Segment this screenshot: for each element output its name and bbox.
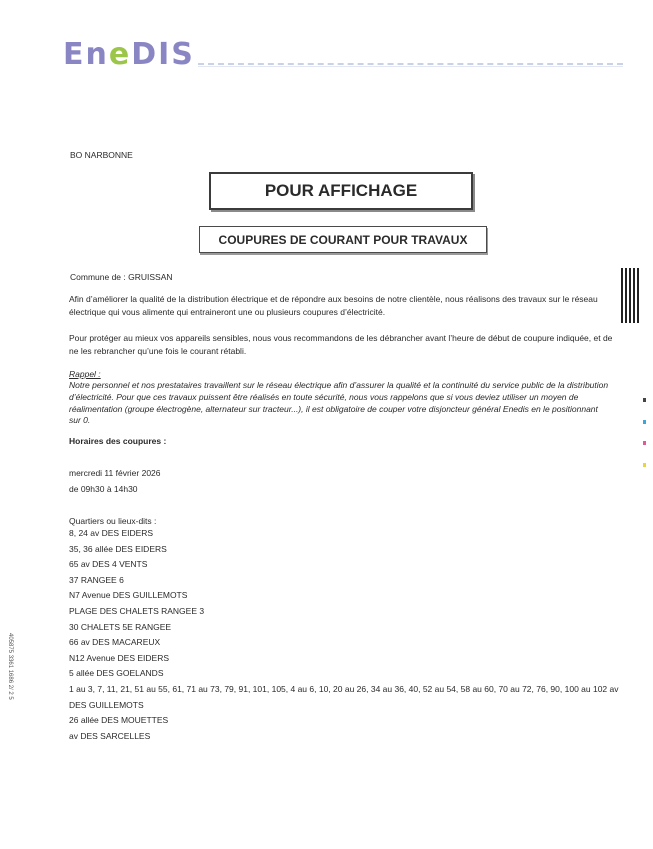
subtitle-text: COUPURES DE COURANT POUR TRAVAUX <box>218 232 468 247</box>
advice-paragraph: Pour protéger au mieux vos appareils sensibles, nous vous recommandons de les débrancher avant l’heure de début de coupure indiquée, et de ne les rebrancher qu’une fois le courant rétabli. <box>69 333 613 356</box>
print-mark <box>643 463 646 467</box>
subtitle-box <box>199 226 487 253</box>
print-mark <box>643 420 646 424</box>
list-item: 30 CHALETS 5E RANGEE <box>69 621 172 632</box>
list-item: PLAGE DES CHALETS RANGEE 3 <box>69 605 205 616</box>
list-item: 5 allée DES GOELANDS <box>69 668 164 679</box>
qr-code <box>621 268 640 323</box>
side-code: 405875 3361 1686 2/ 2 5 <box>7 633 13 700</box>
reminder-label: Rappel : <box>69 369 101 379</box>
list-item: 37 RANGEE 6 <box>69 574 124 585</box>
list-item: 26 allée DES MOUETTES <box>69 715 169 726</box>
print-mark <box>643 398 646 402</box>
locations-list <box>69 526 629 744</box>
list-item: 1 au 3, 7, 11, 21, 51 au 55, 61, 71 au 73, 79, 91, 101, 105, 4 au 6, 10, 20 au 26, 34 au 36, 40, 52 au 54, 58 au 60, 70 au 72, 76, 90, 100 au 102 av DES GUILLEMOTS <box>69 683 619 710</box>
print-mark <box>643 441 646 445</box>
list-item: 8, 24 av DES EIDERS <box>69 528 154 538</box>
office-name: BO NARBONNE <box>70 150 133 160</box>
list-item: 66 av DES MACAREUX <box>69 637 161 648</box>
schedule-date: mercredi 11 février 2026 <box>69 468 161 478</box>
list-item: N7 Avenue DES GUILLEMOTS <box>69 590 188 601</box>
enedis-logo: EneDIS <box>63 37 195 72</box>
commune: Commune de : GRUISSAN <box>70 272 173 282</box>
reminder-text: Notre personnel et nos prestataires travaillent sur le réseau électrique afin d’assurer la qualité et la continuité du service public de la distribution d’électricité. Pour que ces travaux puissent être réalisés en toute sécurité, nous vous rappelons que si vous deviez utiliser un moyen de réalimentation (groupe électrogène, alternateur sur tracteur...), il est obligatoire de couper votre disjoncteur général Enedis en le positionnant sur 0. <box>69 380 609 426</box>
locations-heading: Quartiers ou lieux-dits : <box>69 516 157 526</box>
header-rule-thin <box>198 66 623 67</box>
list-item: N12 Avenue DES EIDERS <box>69 652 170 663</box>
list-item: av DES SARCELLES <box>69 730 151 741</box>
title-text: POUR AFFICHAGE <box>264 181 418 200</box>
header-rule <box>198 63 623 65</box>
schedule-time: de 09h30 à 14h30 <box>69 484 138 494</box>
title-box <box>209 172 473 210</box>
list-item: 35, 36 allée DES EIDERS <box>69 543 167 554</box>
list-item: 65 av DES 4 VENTS <box>69 559 148 570</box>
intro-paragraph: Afin d’améliorer la qualité de la distribution électrique et de répondre aux besoins de notre clientèle, nous réalisons des travaux sur le réseau électrique qui vous alimente qui entraineront une ou plusieurs coupures d’électricité. <box>69 294 598 317</box>
schedule-heading: Horaires des coupures : <box>69 436 167 446</box>
